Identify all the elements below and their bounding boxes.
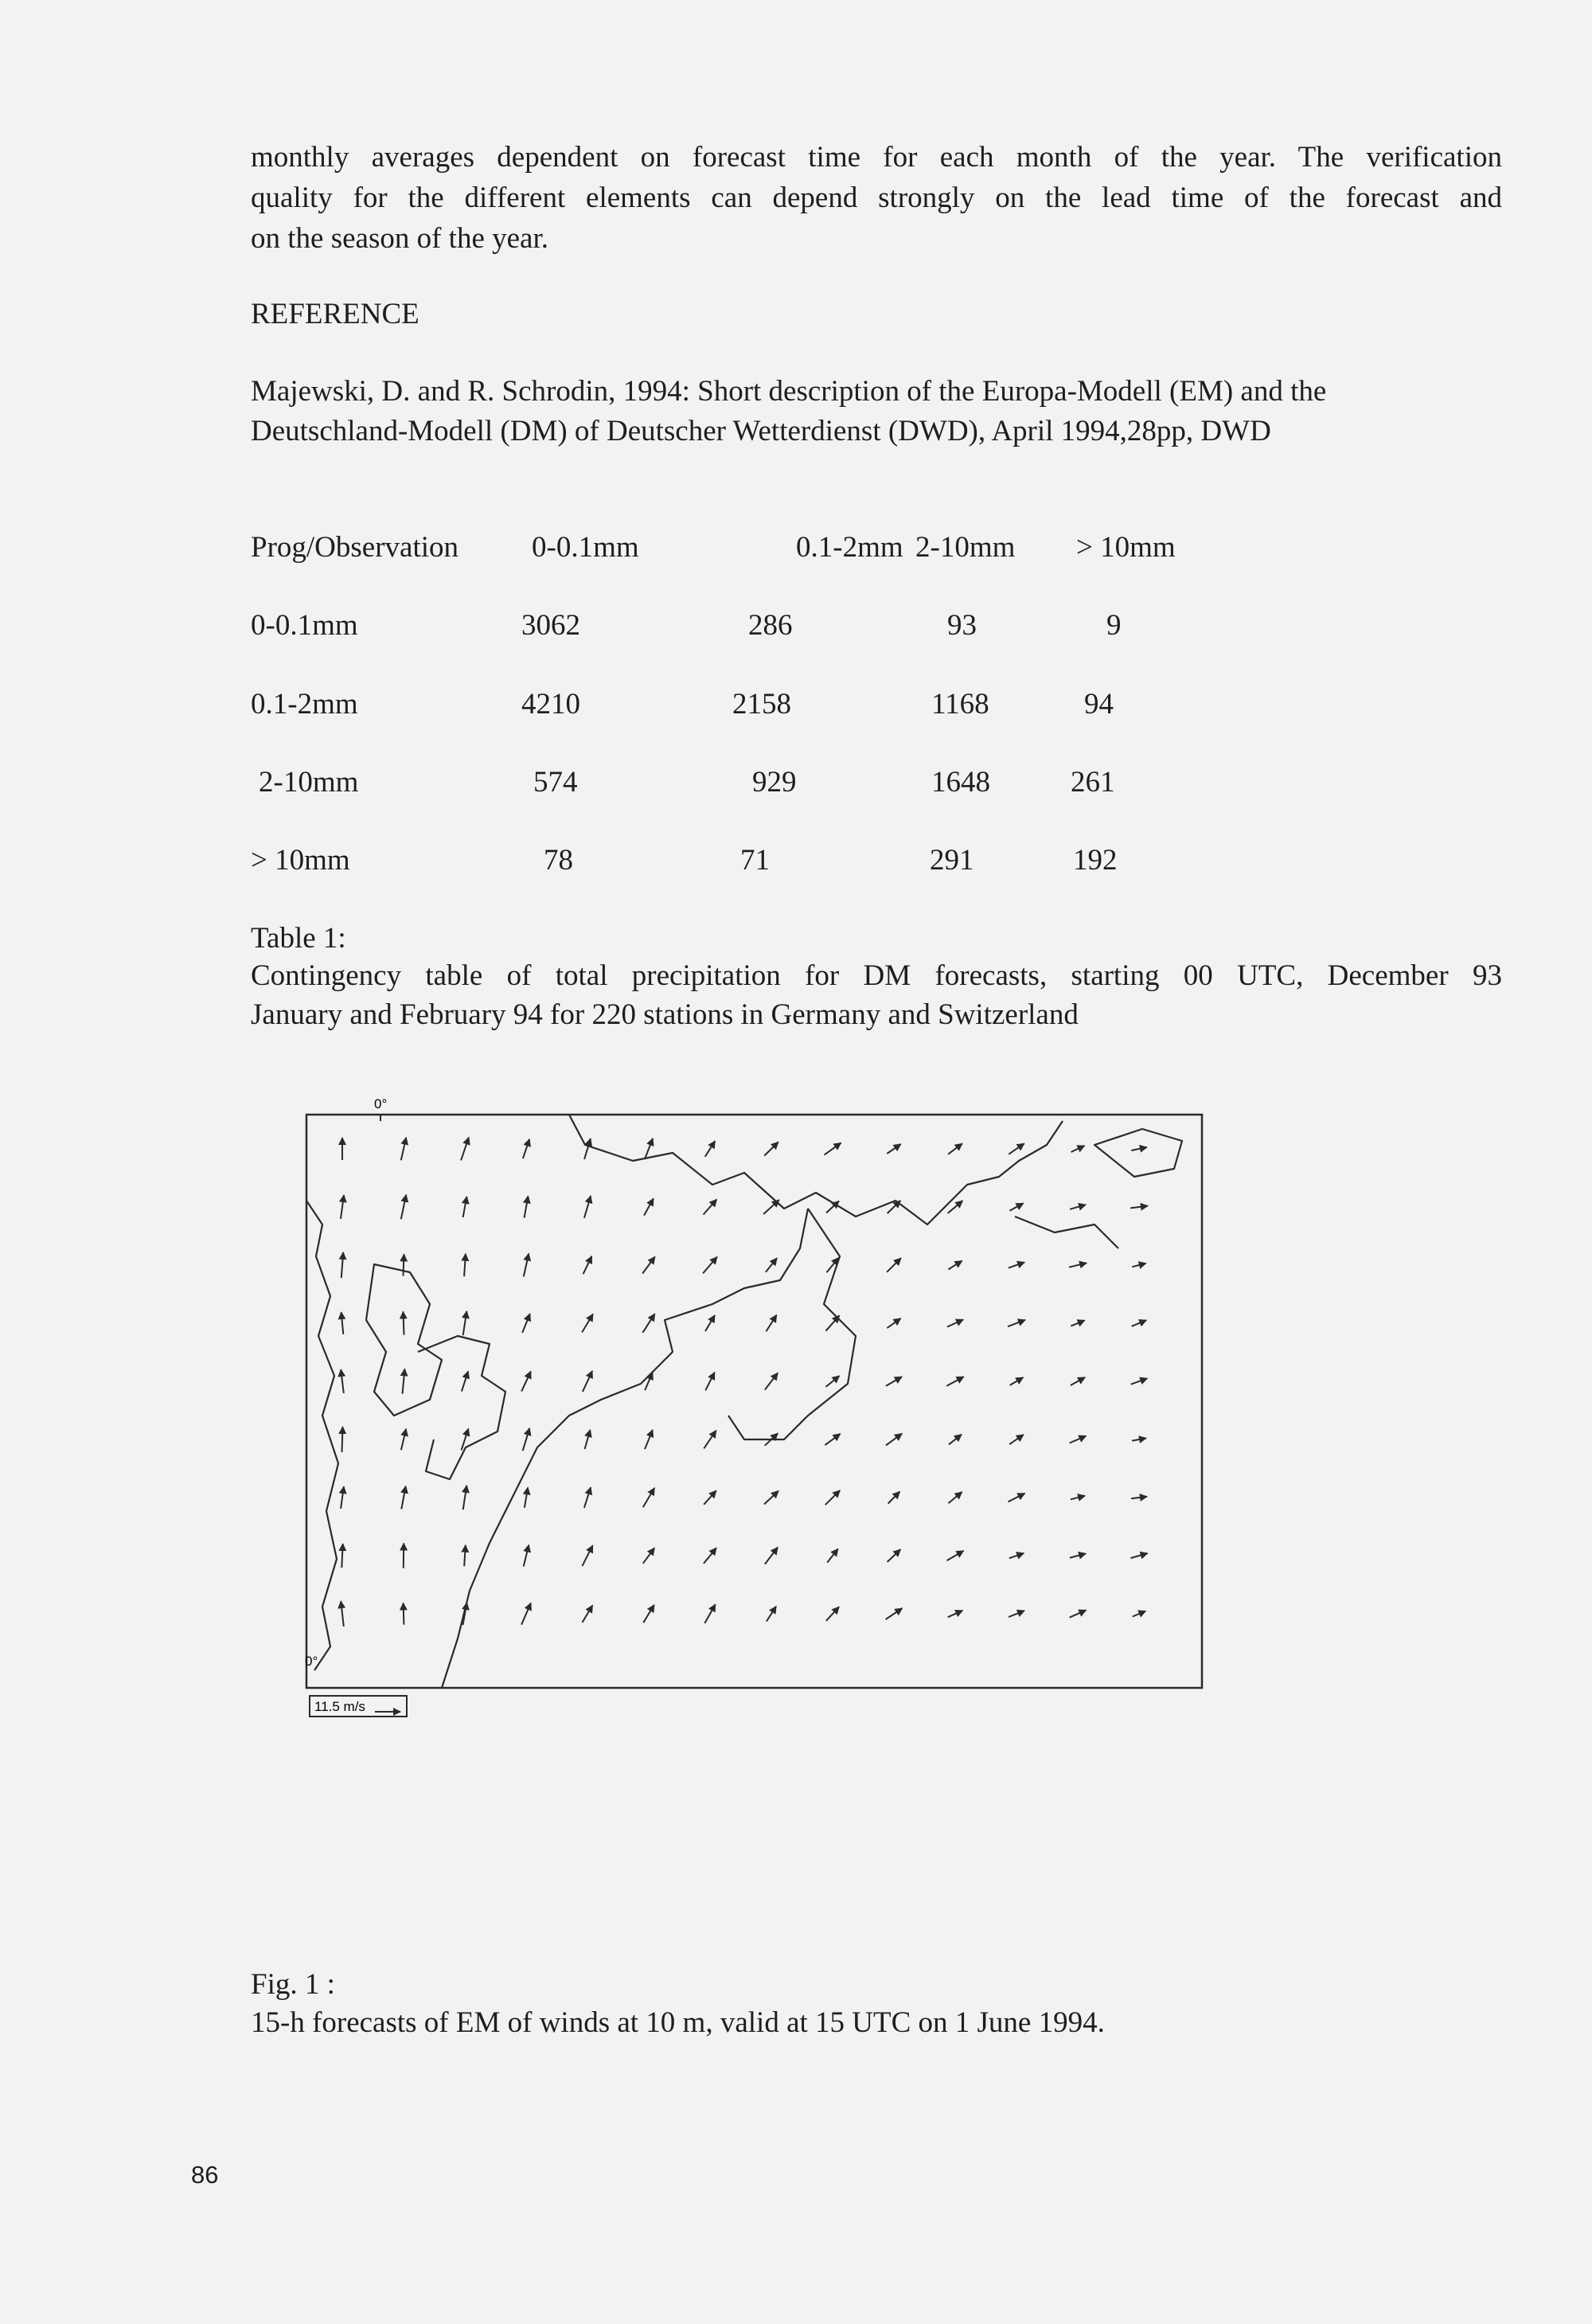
table-row-label: 0-0.1mm	[251, 609, 358, 642]
wind-arrow	[1009, 1435, 1024, 1444]
figure-caption-text: 15-h forecasts of EM of winds at 10 m, valid at 15 UTC on 1 June 1994.	[251, 2006, 1105, 2039]
northern-coastline	[569, 1115, 1063, 1224]
wind-arrow	[886, 1377, 902, 1386]
wind-arrow	[523, 1139, 529, 1158]
map-left-degree-label: 0°	[305, 1654, 318, 1669]
wind-arrow	[763, 1200, 779, 1214]
wind-arrow	[1071, 1146, 1085, 1152]
wind-arrow	[887, 1144, 900, 1154]
wind-arrow	[585, 1430, 591, 1449]
wind-arrow	[401, 1486, 405, 1510]
wind-arrow	[521, 1371, 531, 1391]
wind-arrow	[1070, 1436, 1087, 1443]
wind-arrow	[523, 1428, 530, 1451]
wind-arrow	[341, 1601, 344, 1627]
scale-label: 11.5 m/s	[314, 1699, 365, 1714]
wind-arrow	[825, 1142, 841, 1154]
wind-arrow	[705, 1141, 716, 1157]
wind-arrow	[886, 1434, 902, 1446]
table-row-label: > 10mm	[251, 844, 350, 877]
reference-line: Deutschland-Modell (DM) of Deutscher Wetterdienst (DWD), April 1994,28pp, DWD	[251, 415, 1271, 447]
wind-arrow	[1130, 1206, 1148, 1209]
table-cell: 1648	[931, 766, 990, 799]
wind-arrow	[644, 1198, 654, 1215]
reference-heading: REFERENCE	[251, 298, 419, 330]
wind-arrow	[948, 1492, 962, 1503]
wind-arrow	[1069, 1263, 1087, 1267]
wind-arrow	[342, 1427, 343, 1452]
table-cell: 4210	[521, 688, 580, 721]
wind-arrow	[643, 1548, 654, 1563]
wind-arrow	[825, 1434, 840, 1445]
wind-arrow	[949, 1435, 962, 1445]
table-caption-line: January and February 94 for 220 stations in Germany and Switzerland	[251, 998, 1079, 1031]
wind-arrow	[703, 1257, 717, 1274]
wind-arrow	[401, 1138, 406, 1161]
wind-arrow	[582, 1545, 592, 1566]
table-cell: 929	[752, 766, 797, 799]
page-number: 86	[191, 2161, 219, 2189]
wind-arrow	[764, 1142, 778, 1155]
wind-arrow	[461, 1138, 469, 1161]
wind-arrow	[584, 1487, 591, 1508]
wind-arrow	[887, 1258, 901, 1272]
wind-arrow	[946, 1377, 963, 1386]
wind-arrow	[888, 1549, 901, 1562]
table-cell: 3062	[521, 609, 580, 642]
wind-arrow	[584, 1196, 591, 1218]
wind-arrow	[341, 1252, 343, 1278]
table-cell: 291	[930, 844, 974, 877]
wind-arrow	[1010, 1377, 1024, 1385]
table-header-cell: 0-0.1mm	[532, 531, 639, 564]
table-header-cell: 2-10mm	[915, 531, 1016, 564]
table-row-label: 0.1-2mm	[251, 688, 358, 721]
table-cell: 9	[1106, 609, 1122, 642]
table-cell: 286	[748, 609, 793, 642]
wind-arrow	[766, 1258, 777, 1272]
wind-arrow	[1132, 1264, 1145, 1267]
wind-arrow	[1131, 1497, 1147, 1499]
wind-arrow	[704, 1490, 716, 1504]
wind-arrow	[1132, 1320, 1146, 1326]
figure-caption-title: Fig. 1 :	[251, 1968, 335, 2001]
wind-arrow	[704, 1200, 717, 1215]
map-frame	[306, 1115, 1202, 1688]
wind-arrow	[1009, 1611, 1024, 1617]
wind-arrow	[1130, 1553, 1147, 1558]
wind-arrow	[401, 1429, 406, 1451]
table-caption-line	[251, 959, 1502, 993]
map-top-degree-label: 0°	[374, 1097, 388, 1111]
eastern-border	[1015, 1217, 1118, 1248]
wind-arrow	[642, 1257, 655, 1274]
table-header-cell: > 10mm	[1076, 531, 1176, 564]
wind-arrow	[887, 1318, 900, 1328]
intro-line: on the season of the year.	[251, 222, 548, 255]
wind-arrow	[765, 1373, 778, 1389]
wind-arrow	[583, 1605, 593, 1622]
wind-arrow	[705, 1373, 714, 1391]
table-caption-title: Table 1:	[251, 922, 346, 955]
wind-map	[298, 1097, 1222, 1718]
wind-arrow	[341, 1312, 344, 1334]
wind-arrow	[582, 1314, 593, 1333]
table-cell: 78	[544, 844, 573, 877]
wind-arrow	[764, 1491, 778, 1505]
wind-arrow	[1131, 1378, 1148, 1384]
table-cell: 71	[740, 844, 770, 877]
intro-line: monthly averages dependent on forecast time for each month of the year. The verification	[251, 141, 1502, 174]
wind-arrow	[643, 1605, 654, 1623]
wind-arrow	[766, 1315, 776, 1332]
wind-arrow	[341, 1486, 344, 1509]
wind-arrow	[1070, 1205, 1086, 1209]
wind-arrow	[463, 1197, 467, 1217]
wind-arrow	[1009, 1203, 1023, 1210]
wind-arrow	[1009, 1143, 1024, 1154]
wind-arrow	[704, 1604, 715, 1623]
wind-arrow	[826, 1315, 840, 1330]
wind-arrow	[643, 1488, 654, 1507]
table-header-cell: 0.1-2mm	[796, 531, 903, 564]
table-cell: 93	[947, 609, 977, 642]
wind-arrow	[463, 1311, 467, 1335]
coastlines	[306, 1115, 1182, 1688]
southern-border	[442, 1209, 808, 1688]
wind-arrows	[341, 1138, 1148, 1627]
wind-arrow	[401, 1195, 406, 1220]
wind-arrow	[1008, 1320, 1025, 1326]
wind-arrow	[524, 1254, 529, 1277]
table-cell: 261	[1071, 766, 1115, 799]
wind-map-figure	[298, 1097, 1222, 1718]
wind-arrow	[522, 1314, 530, 1333]
wind-arrow	[825, 1490, 840, 1505]
wind-arrow	[948, 1611, 963, 1617]
wind-arrow	[524, 1545, 529, 1567]
wind-arrow	[341, 1369, 344, 1393]
wind-arrow	[1070, 1553, 1086, 1557]
peninsula-outline	[418, 1336, 505, 1479]
wind-arrow	[645, 1430, 653, 1449]
wind-arrow	[767, 1607, 776, 1622]
table-row-label: 2-10mm	[259, 766, 359, 799]
intro-paragraph	[251, 137, 1502, 259]
west-coastline	[306, 1201, 338, 1670]
wind-arrow	[462, 1371, 468, 1391]
wind-arrow	[463, 1486, 467, 1510]
wind-arrow	[947, 1319, 963, 1326]
wind-arrow	[642, 1314, 654, 1333]
wind-arrow	[1133, 1611, 1146, 1617]
wind-arrow	[583, 1371, 592, 1392]
wind-arrow	[948, 1143, 962, 1154]
wind-arrow	[1009, 1553, 1024, 1558]
table-header-cell: Prog/Observation	[251, 531, 459, 564]
wind-arrow	[948, 1261, 962, 1270]
wind-arrow	[827, 1549, 838, 1562]
wind-arrow	[704, 1548, 716, 1564]
wind-arrow	[1071, 1320, 1084, 1326]
wind-arrow	[1009, 1494, 1025, 1502]
table-cell: 94	[1084, 688, 1114, 721]
intro-line: quality for the different elements can depend strongly on the lead time of the forecast and	[251, 182, 1502, 214]
wind-arrow	[341, 1195, 344, 1219]
wind-arrow	[1071, 1496, 1085, 1500]
island-outline	[366, 1264, 442, 1416]
wind-arrow	[464, 1545, 466, 1566]
wind-arrow	[826, 1607, 839, 1621]
wind-arrow	[1070, 1610, 1087, 1617]
table-cell: 574	[533, 766, 578, 799]
table-cell: 2158	[732, 688, 791, 721]
wind-arrow	[705, 1315, 715, 1331]
table-caption-text: Contingency table of total precipitation for DM forecasts, starting 00 UTC, December 93	[251, 959, 1502, 992]
wind-arrow	[583, 1256, 592, 1274]
wind-arrow	[1131, 1147, 1147, 1150]
wind-arrow	[525, 1196, 529, 1217]
wind-arrow	[765, 1547, 778, 1564]
wind-arrow	[1132, 1438, 1146, 1440]
wind-arrow	[464, 1254, 466, 1276]
table-cell: 1168	[931, 688, 989, 721]
reference-line: Majewski, D. and R. Schrodin, 1994: Short description of the Europa-Modell (EM) and the	[251, 375, 1327, 408]
wind-arrow	[888, 1492, 900, 1504]
wind-arrow	[403, 1369, 405, 1393]
inner-border	[728, 1209, 856, 1439]
wind-arrow	[1071, 1377, 1085, 1385]
wind-arrow	[521, 1603, 531, 1624]
wind-arrow	[947, 1551, 964, 1560]
table-cell: 192	[1073, 844, 1118, 877]
wind-arrow	[704, 1431, 716, 1449]
wind-arrow	[584, 1139, 591, 1159]
wind-arrow	[1009, 1262, 1024, 1267]
wind-arrow	[341, 1544, 342, 1568]
wind-arrow	[886, 1608, 903, 1619]
northeast-island	[1094, 1129, 1182, 1177]
wind-arrow	[525, 1487, 528, 1507]
wind-arrow	[826, 1376, 840, 1387]
